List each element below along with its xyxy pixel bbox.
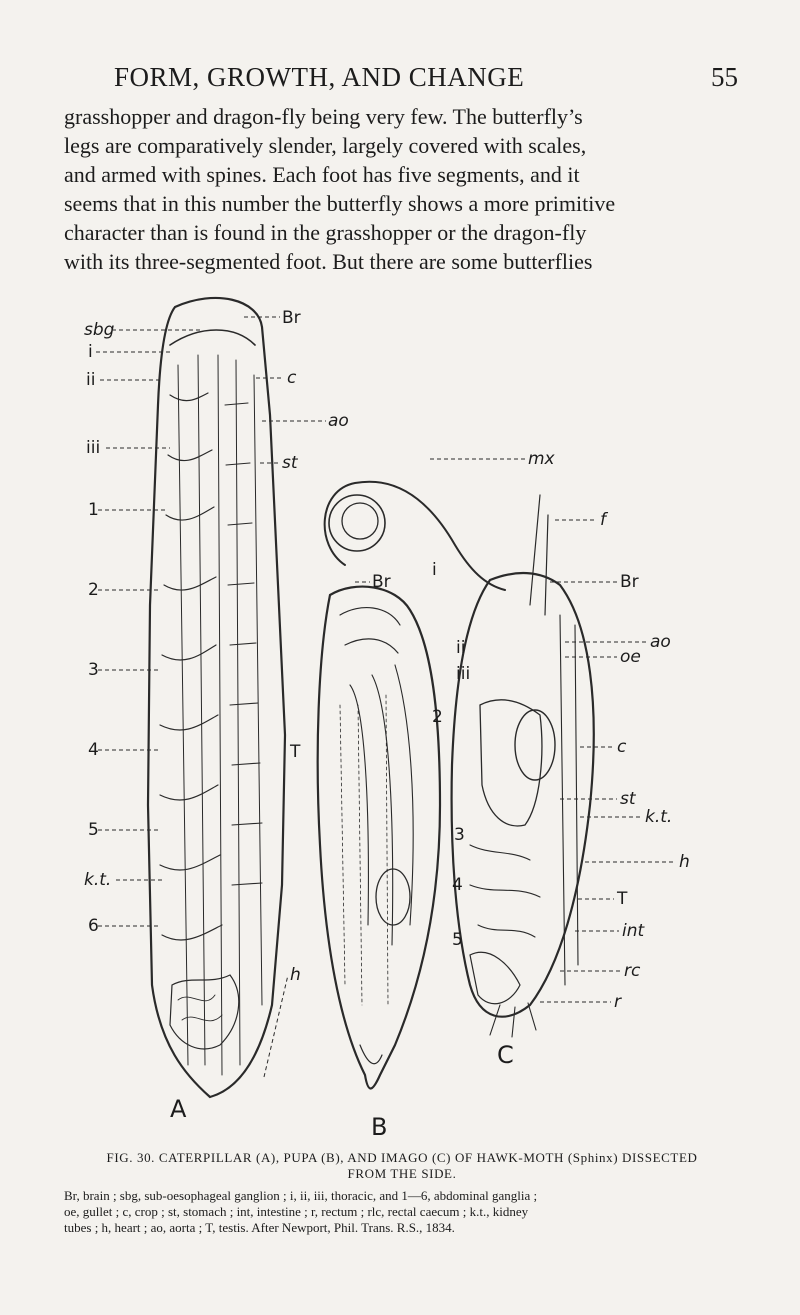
- label-h: h: [679, 852, 690, 872]
- pupa-drawing: [318, 587, 440, 1089]
- body-line: seems that in this number the butterfly shows a more primitive: [64, 191, 616, 216]
- label-t: T: [290, 742, 301, 762]
- body-line: and armed with spines. Each foot has five segments, and it: [64, 162, 580, 187]
- figure-illustration: [0, 285, 800, 1140]
- caption-title: [64, 1150, 740, 1182]
- body-line: legs are comparatively slender, largely covered with scales,: [64, 133, 587, 158]
- legend-line: oe, gullet ; c, crop ; st, stomach ; int, intestine ; r, rectum ; rlc, rectal caecum ; k.t., kidney: [64, 1204, 529, 1219]
- label-oe: oe: [620, 647, 641, 667]
- label-st: st: [282, 453, 298, 473]
- label-f: f: [600, 510, 606, 530]
- label-br: Br: [282, 308, 301, 328]
- legend-line: Br, brain ; sbg, sub-oesophageal ganglion ; i, ii, iii, thoracic, and 1—6, abdominal ganglia ;: [64, 1188, 538, 1203]
- caterpillar-drawing: [148, 298, 285, 1097]
- label-5: 5: [88, 820, 99, 840]
- body-paragraph: [64, 102, 740, 276]
- label-6: 6: [88, 916, 99, 936]
- figure-caption: [64, 1150, 740, 1236]
- label-int: int: [622, 921, 645, 941]
- label-2: 2: [88, 580, 99, 600]
- figure-hawk-moth-dissection: [0, 285, 800, 1140]
- label-2: 2: [432, 707, 443, 727]
- label-mx: mx: [528, 449, 555, 469]
- page-number: 55: [711, 62, 738, 92]
- label-sbg: sbg: [84, 320, 115, 340]
- label-r: r: [614, 992, 621, 1012]
- panel-label-c: C: [497, 1041, 514, 1069]
- caterpillar-leader-lines: [96, 317, 326, 1077]
- label-3: 3: [454, 825, 465, 845]
- label-iii: iii: [86, 438, 101, 458]
- label-kt: k.t.: [645, 807, 673, 827]
- imago-labels: [432, 449, 690, 1012]
- label-br: Br: [372, 572, 391, 592]
- label-1: 1: [88, 500, 99, 520]
- panel-label-b: B: [371, 1113, 388, 1140]
- running-head: FORM, GROWTH, AND CHANGE: [114, 62, 525, 92]
- label-i: i: [432, 560, 437, 580]
- label-iii: iii: [456, 664, 471, 684]
- body-line: with its three-segmented foot. But there are some butterflies: [64, 249, 593, 274]
- label-4: 4: [88, 740, 99, 760]
- label-c: c: [287, 368, 297, 388]
- caterpillar-labels: [84, 308, 349, 985]
- label-t: T: [617, 889, 628, 909]
- label-ii: ii: [456, 638, 466, 658]
- pupa-labels: [372, 572, 391, 592]
- figure-number: FIG. 30.: [106, 1150, 156, 1165]
- label-rc: rc: [624, 961, 641, 981]
- caption-legend: [64, 1188, 740, 1236]
- body-line: character than is found in the grasshopper or the dragon-fly: [64, 220, 587, 245]
- body-line: grasshopper and dragon-fly being very few. The butterfly’s: [64, 104, 583, 129]
- label-br: Br: [620, 572, 639, 592]
- legend-line: tubes ; h, heart ; ao, aorta ; T, testis. After Newport, Phil. Trans. R.S., 1834.: [64, 1220, 455, 1235]
- page-header: [114, 62, 738, 98]
- label-ii: ii: [86, 370, 96, 390]
- caption-title-line1: CATERPILLAR (A), PUPA (B), AND IMAGO (C) OF HAWK-MOTH (Sphinx) DISSECTED: [158, 1150, 698, 1165]
- label-3: 3: [88, 660, 99, 680]
- label-c: c: [617, 737, 627, 757]
- label-kt: k.t.: [84, 870, 112, 890]
- label-4: 4: [452, 875, 463, 895]
- panel-label-a: A: [170, 1095, 187, 1123]
- label-i: i: [88, 342, 93, 362]
- label-h: h: [290, 965, 301, 985]
- caption-title-line2: FROM THE SIDE.: [347, 1166, 457, 1181]
- label-ao: ao: [650, 632, 671, 652]
- label-ao: ao: [328, 411, 349, 431]
- label-st: st: [620, 789, 636, 809]
- label-5: 5: [452, 930, 463, 950]
